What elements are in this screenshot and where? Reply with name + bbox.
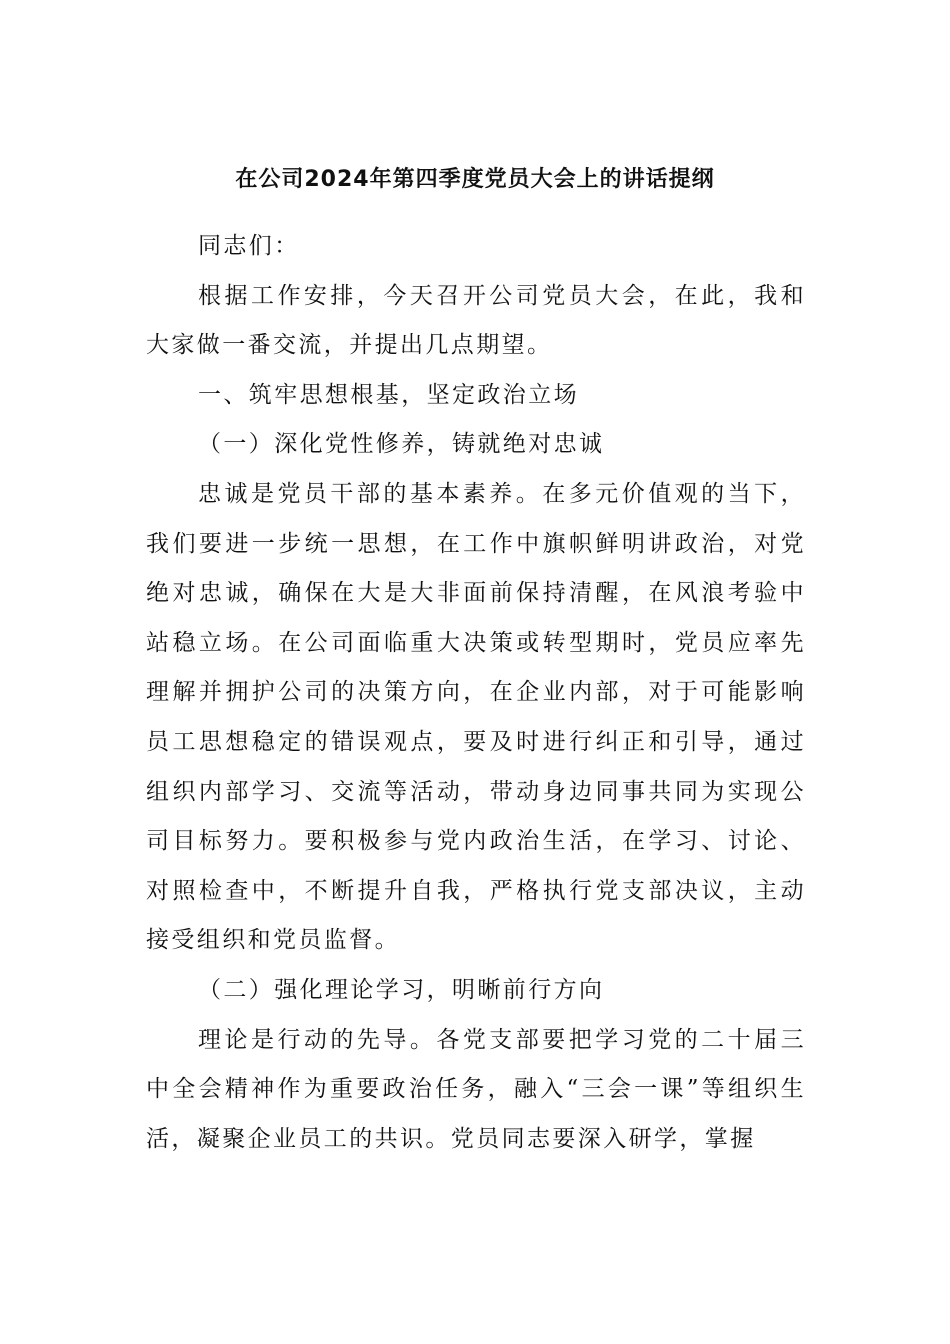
salutation: 同志们： xyxy=(198,233,300,259)
section-heading-1: 一、筑牢思想根基，坚定政治立场 xyxy=(198,381,579,408)
subsection-heading-2: （二）强化理论学习，明晰前行方向 xyxy=(198,976,605,1003)
paragraph-intro: 根据工作安排，今天召开公司党员大会，在此，我和大家做一番交流，并提出几点期望。 xyxy=(146,282,806,359)
document-body xyxy=(146,222,806,1164)
subsection-heading-1: （一）深化党性修养，铸就绝对忠诚 xyxy=(198,431,605,458)
document-title: 在公司2024年第四季度党员大会上的讲话提纲 xyxy=(235,167,715,192)
paragraph-loyalty: 忠诚是党员干部的基本素养。在多元价值观的当下，我们要进一步统一思想，在工作中旗帜鲜明讲政治，对党绝对忠诚，确保在大是大非面前保持清醒，在风浪考验中站稳立场。在公司面临重大决策或转型期时，党员应率先理解并拥护公司的决策方向，在企业内部，对于可能影响员工思想稳定的错误观点，要及时进行纠正和引导，通过组织内部学习、交流等活动，带动身边同事共同为实现公司目标努力。要积极参与党内政治生活，在学习、讨论、对照检查中，不断提升自我，严格执行党支部决议，主动接受组织和党员监督。 xyxy=(146,480,806,954)
paragraph-theory: 理论是行动的先导。各党支部要把学习党的二十届三中全会精神作为重要政治任务，融入“三会一课”等组织生活，凝聚企业员工的共识。党员同志要深入研学，掌握 xyxy=(146,1026,806,1152)
